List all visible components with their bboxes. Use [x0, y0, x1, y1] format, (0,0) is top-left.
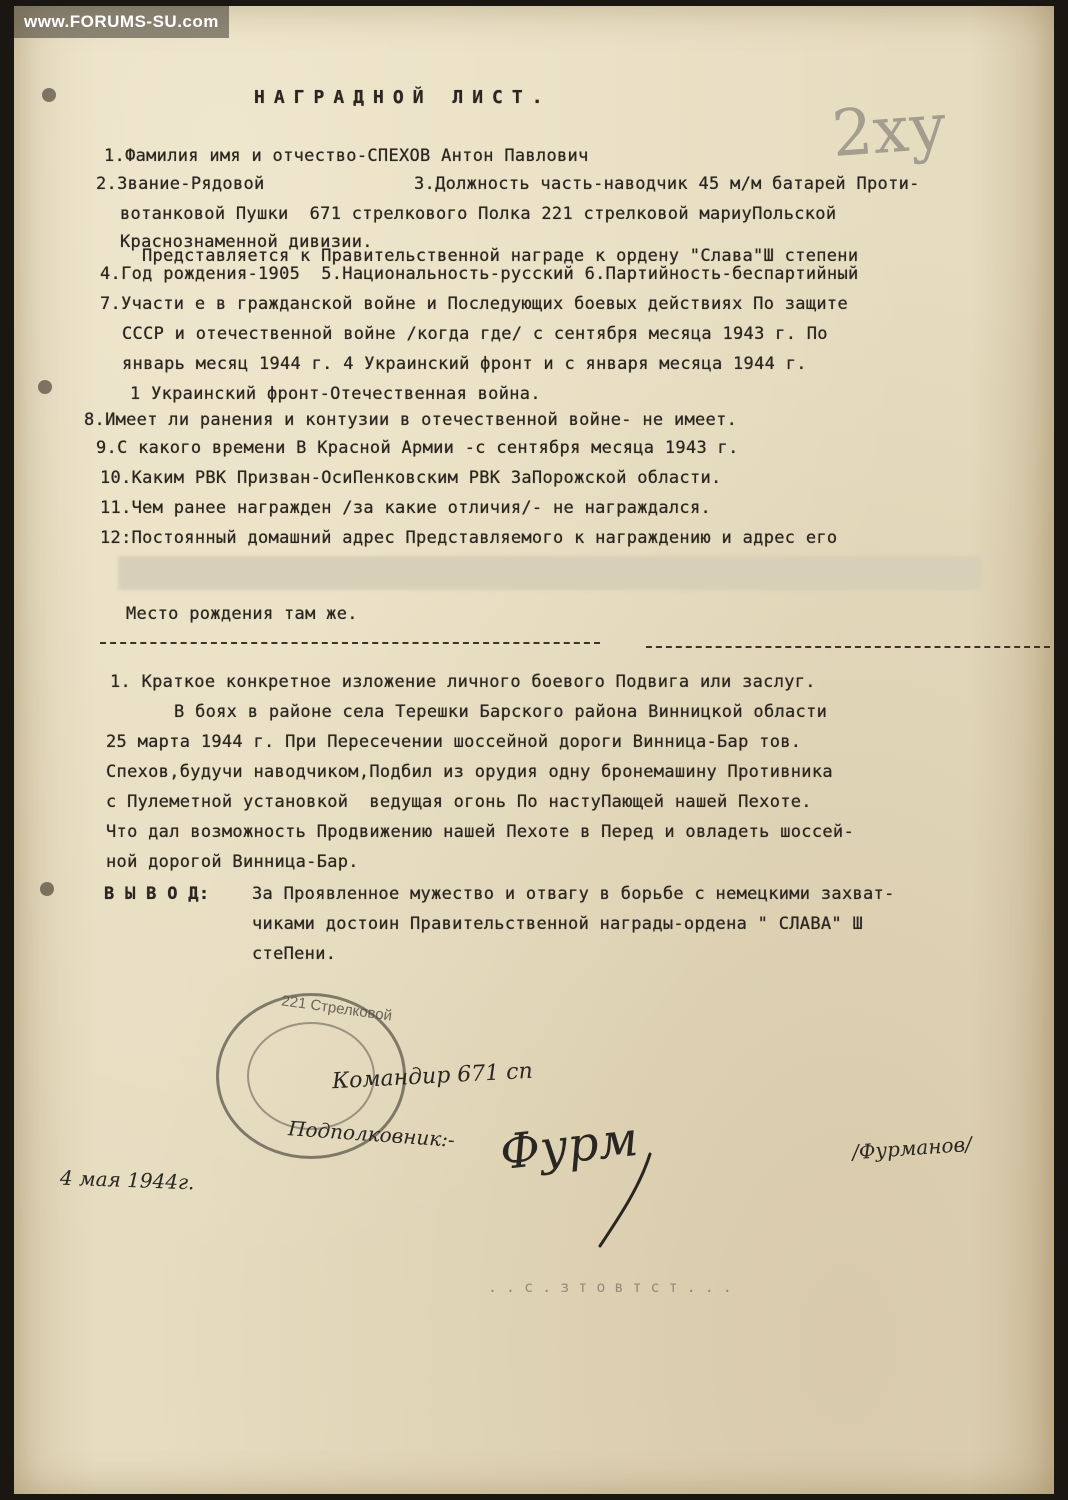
feat-line-2: 25 марта 1944 г. При Пересечении шоссейной дороги Винница-Бар тов.	[106, 732, 802, 752]
field-participation-cont-3: 1 Украинский фронт-Отечественная война.	[130, 384, 541, 404]
field-home-address: 12:Постоянный домашний адрес Представляемого к награждению и адрес его	[100, 528, 838, 548]
feat-line-5: Что дал возможность Продвижению нашей Пехоте в Перед и овладеть шоссей-	[106, 822, 854, 842]
conclusion-line-3: стеПени.	[252, 944, 337, 964]
field-rank: 2.Звание-Рядовой	[96, 174, 265, 194]
conclusion-line-2: чиками достоин Правительственной награды-ордена " СЛАВА" Ш	[252, 914, 864, 934]
field-participation-cont-2: январь месяц 1944 г. 4 Украинский фронт и с января месяца 1944 г.	[122, 354, 807, 374]
field-wounds: 8.Имеет ли ранения и контузии в отечественной войне- не имеет.	[84, 410, 738, 430]
field-position-cont: вотанковой Пушки 671 стрелкового Полка 221 стрелковой мариуПольской	[120, 204, 837, 224]
feat-line-6: ной дорогой Винница-Бар.	[106, 852, 359, 872]
feat-line-4: с Пулеметной установкой ведущая огонь По настуПающей нашей Пехоте.	[106, 792, 812, 812]
divider-right	[646, 646, 1050, 648]
conclusion-label: В Ы В О Д:	[104, 884, 210, 904]
commander-autograph: Фурм	[497, 1110, 641, 1182]
autograph-tail	[580, 1146, 670, 1256]
punch-hole-bottom	[40, 882, 54, 896]
divider-left	[100, 642, 600, 644]
award-sheet	[14, 6, 1054, 1494]
field-full-name: 1.Фамилия имя и отчество-СПЕХОВ Антон Павлович	[104, 146, 589, 166]
faint-bleedthrough-text: . . с . з т о в т с т . . .	[488, 1278, 732, 1296]
punch-hole-middle	[38, 380, 52, 394]
punch-hole-top	[42, 88, 56, 102]
field-previous-awards: 11.Чем ранее награжден /за какие отличия/- не награждался.	[100, 498, 712, 518]
signature-rank: Подполковник:-	[287, 1116, 456, 1152]
field-birthplace: Место рождения там же.	[126, 604, 358, 624]
field-division: Краснознаменной дивизии.	[120, 232, 373, 252]
field-participation-cont-1: СССР и отечественной войне /когда где/ с сентября месяца 1943 г. По	[122, 324, 828, 344]
feat-line-1: В боях в районе села Терешки Барского района Винницкой области	[174, 702, 828, 722]
field-draft-office: 10.Каким РВК Призван-ОсиПенковским РВК ЗаПорожской области.	[100, 468, 722, 488]
field-nomination: Представляется к Правительственной награде к ордену "Слава"Ш степени	[142, 246, 859, 266]
stamp-text: 221 Стрелковой	[280, 992, 394, 1025]
commander-printed-name: /Фурманов/	[851, 1131, 973, 1165]
signature-date: 4 мая 1944г.	[59, 1165, 195, 1195]
document-title: НАГРАДНОЙ ЛИСТ.	[254, 87, 552, 108]
forum-watermark: www.FORUMS-SU.com	[14, 6, 229, 38]
conclusion-line-1: За Проявленное мужество и отвагу в борьбе с немецкими захват-	[252, 884, 895, 904]
signature-commander-title: Командир 671 сп	[331, 1058, 534, 1095]
feat-heading: 1. Краткое конкретное изложение личного боевого Подвига или заслуг.	[110, 672, 816, 692]
feat-line-3: Спехов,будучи наводчиком,Подбил из орудия одну бронемашину Противника	[106, 762, 833, 782]
field-birth-nationality-party: 4.Год рождения-1905 5.Национальность-русский 6.Партийность-беспартийный	[100, 264, 859, 284]
field-service-since: 9.С какого времени В Красной Армии -с сентября месяца 1943 г.	[96, 438, 739, 458]
field-position: 3.Должность часть-наводчик 45 м/м батарей Проти-	[414, 174, 920, 194]
redacted-address	[118, 556, 982, 590]
pencil-archive-number: 2ху	[829, 90, 949, 172]
field-participation: 7.Участи е в гражданской войне и Последующих боевых действиях По защите	[100, 294, 848, 314]
